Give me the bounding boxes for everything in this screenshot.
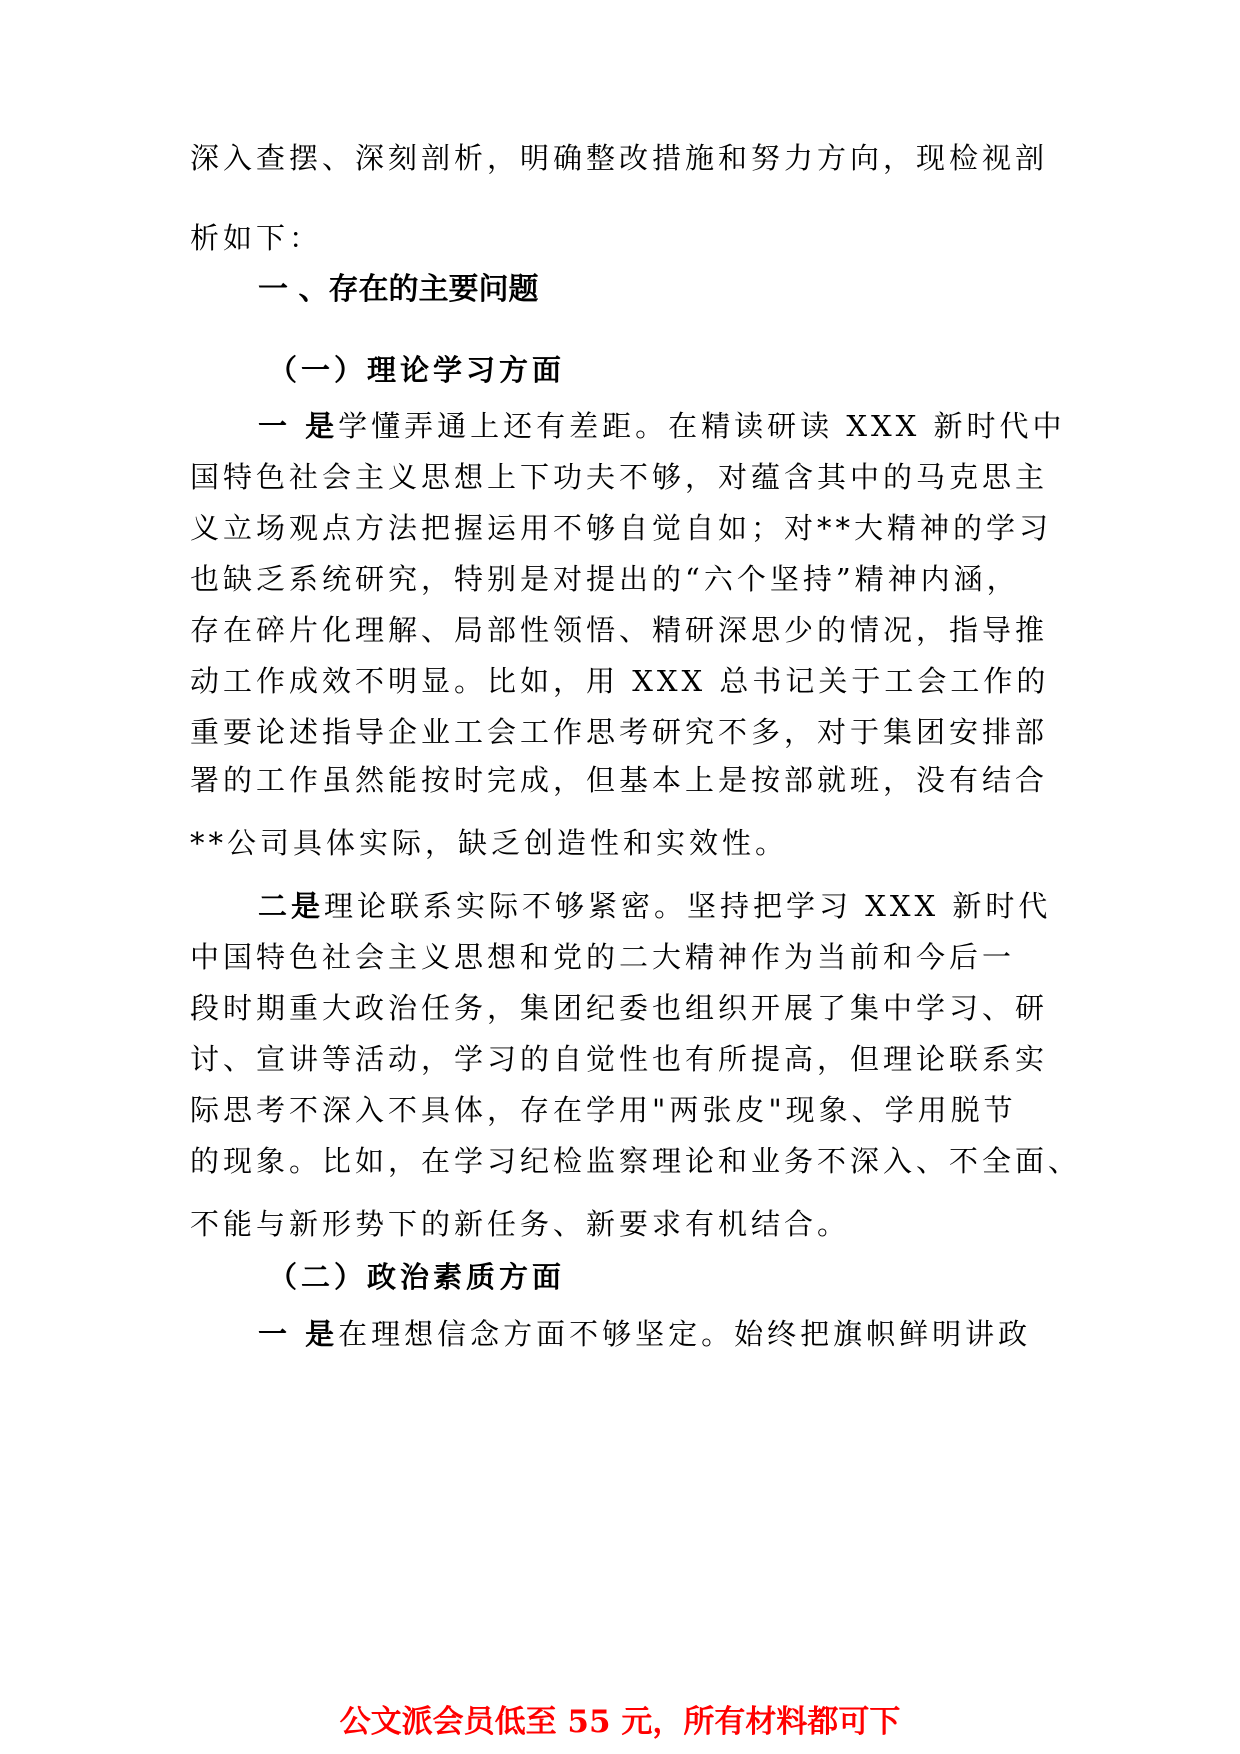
item3-lead: 一 是 bbox=[258, 1317, 339, 1351]
intro-line-2: 析如下： bbox=[190, 221, 323, 255]
intro-line-1: 深入查摆、深刻剖析，明确整改措施和努力方向，现检视剖 bbox=[190, 141, 1049, 175]
item2-lead: 二是 bbox=[258, 889, 325, 923]
item1-line-7: 重要论述指导企业工会工作思考研究不多，对于集团安排部 bbox=[190, 715, 1049, 749]
item1-line-6: 动工作成效不明显。比如，用 XXX 总书记关于工会工作的 bbox=[190, 664, 1050, 698]
item1-line-8: 署的工作虽然能按时完成，但基本上是按部就班，没有结合 bbox=[190, 763, 1049, 797]
item3-line-1: 在理想信念方面不够坚定。始终把旗帜鲜明讲政 bbox=[338, 1317, 1032, 1351]
subsection-heading-political: （二）政治素质方面 bbox=[268, 1260, 566, 1294]
item1-line-5: 存在碎片化理解、局部性领悟、精研深思少的情况，指导推 bbox=[190, 613, 1049, 647]
item1-first-line bbox=[258, 406, 1065, 446]
item2-line-7: 不能与新形势下的新任务、新要求有机结合。 bbox=[190, 1207, 851, 1241]
item1-line-2: 国特色社会主义思想上下功夫不够，对蕴含其中的马克思主 bbox=[190, 460, 1049, 494]
item2-first-line bbox=[258, 886, 1051, 926]
item1-line-3: 义立场观点方法把握运用不够自觉自如；对**大精神的学习 bbox=[190, 511, 1053, 545]
section-heading: 一 、存在的主要问题 bbox=[258, 272, 539, 307]
item2-line-2: 中国特色社会主义思想和党的二大精神作为当前和今后一 bbox=[190, 940, 1016, 974]
subsection-heading-theory: （一）理论学习方面 bbox=[268, 353, 566, 387]
footer-promo-banner[interactable]: 公文派会员低至 55 元，所有材料都可下 bbox=[339, 1704, 901, 1740]
item1-line-4: 也缺乏系统研究，特别是对提出的“六个坚持”精神内涵， bbox=[190, 562, 1020, 596]
item1-line-1: 学懂弄通上还有差距。在精读研读 XXX 新时代中 bbox=[338, 409, 1066, 443]
item3-first-line bbox=[258, 1314, 1031, 1354]
item1-lead: 一 是 bbox=[258, 409, 339, 443]
item2-line-6: 的现象。比如，在学习纪检监察理论和业务不深入、不全面、 bbox=[190, 1144, 1082, 1178]
item2-line-1: 理论联系实际不够紧密。坚持把学习 XXX 新时代 bbox=[324, 889, 1052, 923]
item2-line-3: 段时期重大政治任务，集团纪委也组织开展了集中学习、研 bbox=[190, 991, 1049, 1025]
item2-line-5: 际思考不深入不具体，存在学用"两张皮"现象、学用脱节 bbox=[190, 1093, 1017, 1127]
item1-line-9: **公司具体实际，缺乏创造性和实效性。 bbox=[190, 826, 789, 860]
item2-line-4: 讨、宣讲等活动，学习的自觉性也有所提高，但理论联系实 bbox=[190, 1042, 1049, 1076]
